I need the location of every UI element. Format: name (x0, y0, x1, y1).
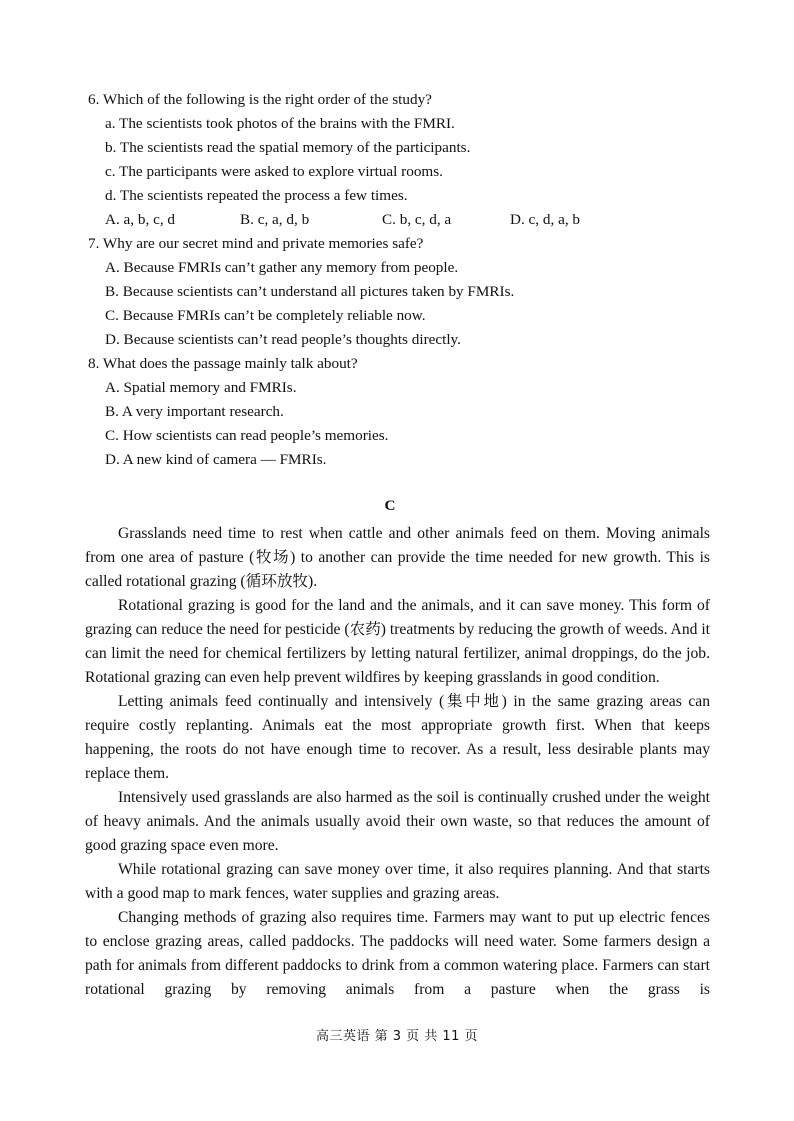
passage-paragraph-2: Rotational grazing is good for the land and the animals, and it can save money. This form of grazing can reduce the need for pesticide (农药) treatments by reducing the growth of weeds. And it can limit the need for chemical fertilizers by letting natural fertilizer, animal droppings, do the job. Rotational grazing can even help prevent wildfires by keeping grasslands in good condition. (85, 597, 710, 686)
passage-paragraph-5: While rotational grazing can save money over time, it also requires planning. And that starts with a good map to mark fences, water supplies and grazing areas. (85, 861, 710, 902)
page-content (85, 88, 710, 1026)
page-footer: 高三英语 第 3 页 共 11 页 (315, 1029, 479, 1044)
passage-paragraph-6: Changing methods of grazing also requires time. Farmers may want to put up electric fences to enclose grazing areas, called paddocks. The paddocks will need water. Some farmers design a path for animals from different paddocks to drink from a common watering place. Farmers can start rotational grazing by removing animals from a pasture when the grass is (85, 909, 710, 998)
question-8-choice-C[interactable]: C. How scientists can read people’s memories. (105, 427, 389, 444)
question-6 (85, 88, 710, 232)
passage-paragraph-1: Grasslands need time to rest when cattle and other animals feed on them. Moving animals from one area of pasture (牧场) to another can provide the time needed for new growth. This is called rotational grazing (循环放牧). (85, 525, 710, 590)
question-6-option-d[interactable]: d. The scientists repeated the process a few times. (105, 187, 408, 204)
section-heading-c: C (384, 497, 396, 514)
question-7-choice-A[interactable]: A. Because FMRIs can’t gather any memory from people. (105, 259, 459, 276)
question-7-choice-D[interactable]: D. Because scientists can’t read people’s thoughts directly. (105, 331, 461, 348)
passage-paragraph-3: Letting animals feed continually and intensively (集中地) in the same grazing areas can require costly replanting. Animals eat the most appropriate growth first. When that keeps happening, the roots do not have enough time to recover. As a result, less desirable plants may replace them. (85, 693, 710, 782)
question-8-choice-A[interactable]: A. Spatial memory and FMRIs. (105, 379, 297, 396)
question-6-stem: 6. Which of the following is the right order of the study? (88, 91, 432, 108)
question-6-option-c[interactable]: c. The participants were asked to explore virtual rooms. (105, 163, 443, 180)
question-8-choice-D[interactable]: D. A new kind of camera — FMRIs. (105, 451, 327, 468)
question-8 (85, 352, 710, 472)
question-6-choices (85, 208, 710, 232)
reading-passage (85, 522, 710, 1026)
question-8-choice-B[interactable]: B. A very important research. (105, 403, 284, 420)
passage-paragraph-4: Intensively used grasslands are also harmed as the soil is continually crushed under the weight of heavy animals. And the animals usually avoid their own waste, so that reduces the amount of good grazing space even more. (85, 789, 710, 854)
question-7-choice-B[interactable]: B. Because scientists can’t understand all pictures taken by FMRIs. (105, 283, 515, 300)
question-6-option-b[interactable]: b. The scientists read the spatial memory of the participants. (105, 139, 471, 156)
question-6-choice-C[interactable]: C. b, c, d, a (382, 211, 452, 228)
question-6-choice-A[interactable]: A. a, b, c, d (105, 211, 176, 228)
question-7-stem: 7. Why are our secret mind and private memories safe? (88, 235, 424, 252)
question-7 (85, 232, 710, 352)
question-8-stem: 8. What does the passage mainly talk about? (88, 355, 358, 372)
question-6-choice-D[interactable]: D. c, d, a, b (510, 211, 581, 228)
question-6-option-a[interactable]: a. The scientists took photos of the brains with the FMRI. (105, 115, 455, 132)
question-6-choice-B[interactable]: B. c, a, d, b (240, 211, 310, 228)
question-7-choice-C[interactable]: C. Because FMRIs can’t be completely reliable now. (105, 307, 426, 324)
